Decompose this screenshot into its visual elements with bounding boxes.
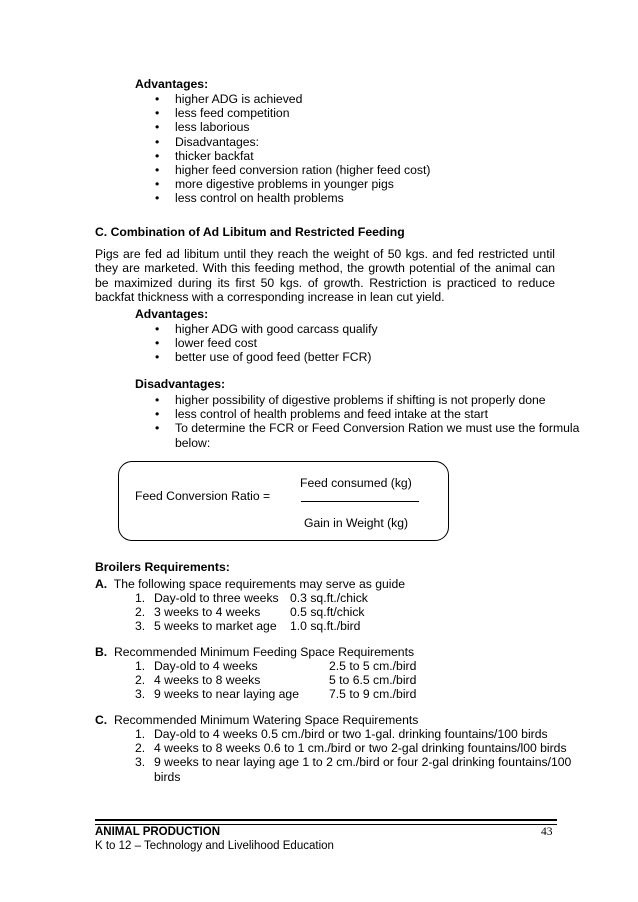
list-item: • thicker backfat — [155, 148, 254, 163]
bullet-icon: • — [155, 421, 160, 436]
list-item: • Disadvantages: — [155, 134, 260, 149]
list-item: • less control of health problems and feed intake at the start — [155, 407, 488, 422]
list-item: 3. 9 weeks to near laying age 1 to 2 cm./bird or four 2-gal drinking fountains/100 — [135, 755, 572, 770]
list-item: • less feed competition — [155, 106, 290, 121]
footer-title: ANIMAL PRODUCTION — [95, 826, 221, 838]
advantages-list — [155, 92, 430, 206]
advantages-heading-2: Advantages: — [135, 307, 209, 321]
bullet-icon: • — [155, 120, 160, 135]
list-item: birds — [154, 769, 181, 784]
section-a-title: A. The following space requirements may serve as guide — [95, 577, 406, 591]
formula-label: Feed Conversion Ratio = — [135, 489, 271, 503]
bullet-icon: • — [155, 407, 160, 422]
list-item: 1. Day-old to 4 weeks 0.5 cm./bird or two 1-gal. drinking fountains/100 birds — [135, 727, 548, 741]
section-c-paragraph: Pigs are fed ad libitum until they reach the weight of 50 kgs. and fed restricted until they are marketed. With this feeding method, the growth potential of the animal can be maximized during its first 50 kgs. of growth. Restriction is practiced to reduce backfat thickness with a corresponding increase in lean cut yield. — [95, 247, 555, 305]
advantages-list-2 — [155, 322, 378, 365]
bullet-icon: • — [155, 106, 160, 121]
bullet-icon: • — [155, 163, 160, 178]
section-c2-title: C. Recommended Minimum Watering Space Requirements — [95, 713, 419, 727]
list-item: • better use of good feed (better FCR) — [155, 350, 372, 365]
disadvantages-list — [155, 393, 579, 450]
footer-rule-thick — [95, 819, 557, 821]
fraction-bar — [301, 501, 419, 502]
list-item: 1. Day-old to three weeks 0.3 sq.ft./chick — [135, 591, 368, 605]
section-b-list — [135, 659, 416, 702]
disadvantages-heading: Disadvantages: — [135, 377, 226, 391]
list-item: • less control on health problems — [155, 191, 344, 206]
section-c2-list — [135, 727, 571, 784]
list-item: 3. 5 weeks to market age 1.0 sq.ft./bird — [135, 619, 361, 634]
list-item: • higher ADG is achieved — [155, 92, 303, 106]
formula-numerator: Feed consumed (kg) — [300, 476, 412, 490]
list-item: • higher feed conversion ration (higher feed cost) — [155, 163, 431, 178]
list-item: 3. 9 weeks to near laying age 7.5 to 9 cm./bird — [135, 687, 417, 702]
page-number: 43 — [541, 826, 553, 838]
list-item: • more digestive problems in younger pigs — [155, 177, 394, 192]
list-item: 1. Day-old to 4 weeks 2.5 to 5 cm./bird — [135, 659, 417, 673]
list-item: • higher ADG with good carcass qualify — [155, 322, 378, 336]
bullet-icon: • — [155, 322, 160, 336]
bullet-icon: • — [155, 92, 160, 106]
bullet-icon: • — [155, 148, 160, 163]
list-item: • less laborious — [155, 120, 250, 135]
advantages-heading: Advantages: — [135, 77, 209, 91]
list-item: 2. 3 weeks to 4 weeks 0.5 sq.ft/chick — [135, 605, 365, 620]
bullet-icon: • — [155, 191, 160, 206]
bullet-icon: • — [155, 177, 160, 192]
list-item: 2. 4 weeks to 8 weeks 0.6 to 1 cm./bird or two 2-gal drinking fountains/l00 birds — [135, 741, 567, 756]
bullet-icon: • — [155, 350, 160, 365]
bullet-icon: • — [155, 393, 160, 407]
bullet-icon: • — [155, 134, 160, 149]
formula-denominator: Gain in Weight (kg) — [304, 516, 409, 530]
list-item: below: — [175, 435, 211, 450]
list-item: • To determine the FCR or Feed Conversion Ration we must use the formula — [155, 421, 580, 436]
section-b-title: B. Recommended Minimum Feeding Space Requirements — [95, 645, 415, 659]
broilers-heading: Broilers Requirements: — [95, 560, 230, 574]
section-c-heading: C. Combination of Ad Libitum and Restricted Feeding — [95, 225, 405, 239]
bullet-icon: • — [155, 336, 160, 351]
list-item: 2. 4 weeks to 8 weeks 5 to 6.5 cm./bird — [135, 673, 417, 688]
footer-subtitle: K to 12 – Technology and Livelihood Education — [95, 840, 334, 852]
list-item: • lower feed cost — [155, 336, 257, 351]
list-item: • higher possibility of digestive problems if shifting is not properly done — [155, 393, 546, 407]
section-a-list — [135, 591, 368, 634]
footer-rule-thin — [95, 824, 557, 825]
